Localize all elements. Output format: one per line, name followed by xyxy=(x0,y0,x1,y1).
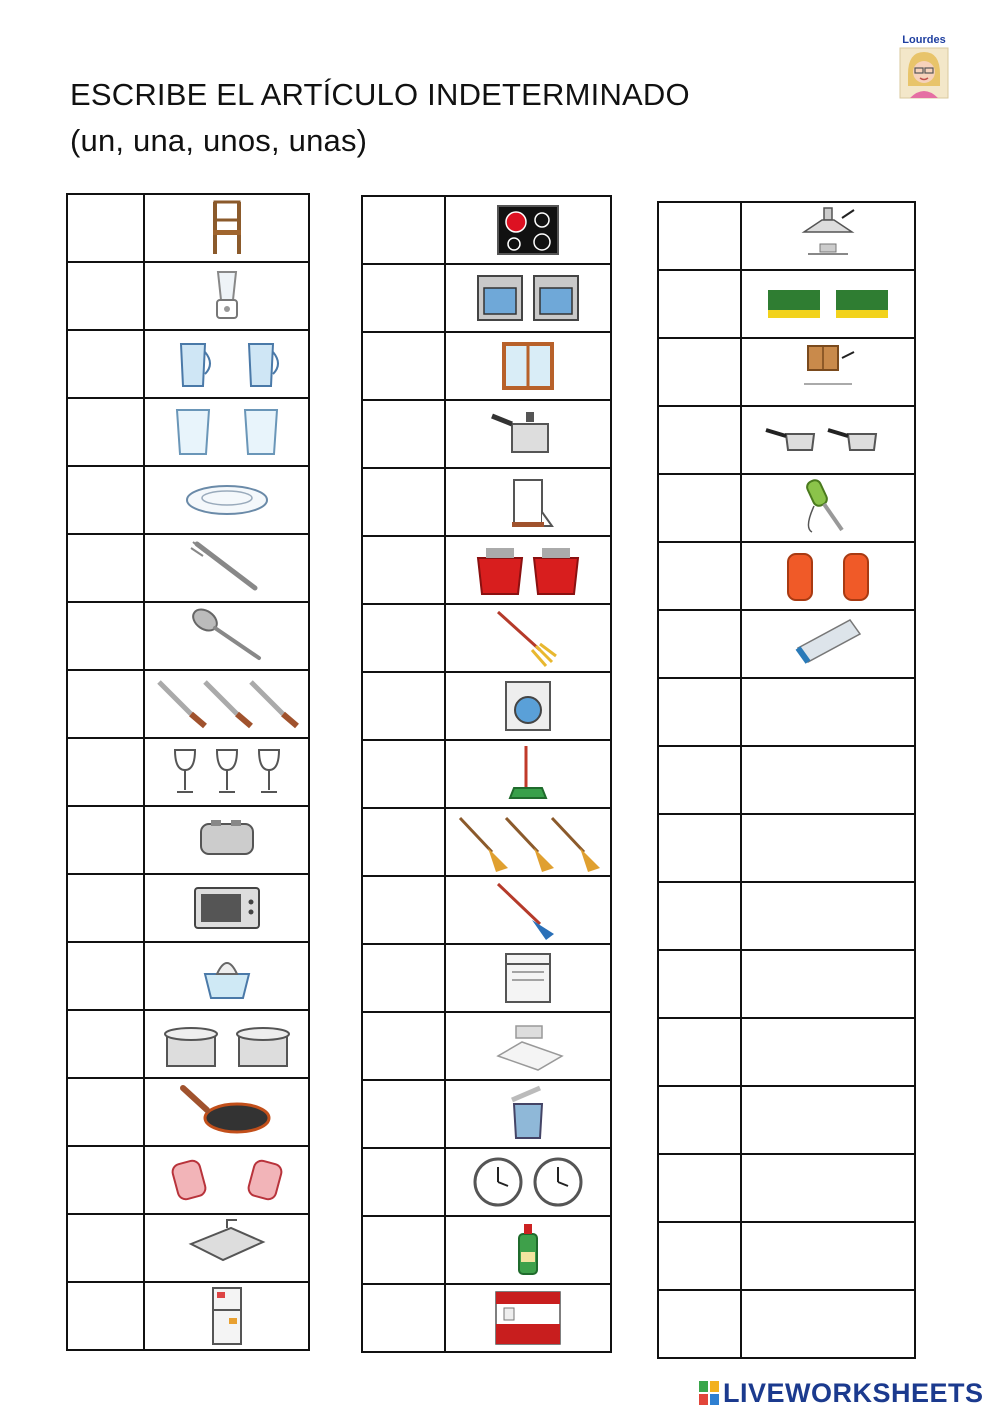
jugs-icon xyxy=(152,333,302,395)
picture-cell xyxy=(445,944,611,1012)
washing-machine-icon xyxy=(453,675,603,737)
answer-cell[interactable] xyxy=(362,1284,445,1352)
dustpan-icon xyxy=(453,743,603,805)
empty-picture-cell xyxy=(741,1086,915,1154)
saucepans-icon xyxy=(753,409,903,471)
table-row xyxy=(67,1010,309,1078)
empty-picture-cell xyxy=(741,882,915,950)
table-row xyxy=(658,542,915,610)
answer-cell[interactable] xyxy=(658,202,741,270)
answer-cell[interactable] xyxy=(362,332,445,400)
table-body xyxy=(658,202,915,1358)
table-row xyxy=(362,672,611,740)
answer-cell[interactable] xyxy=(658,950,741,1018)
gas-bottles-icon xyxy=(753,545,903,607)
picture-cell xyxy=(144,942,309,1010)
table-row xyxy=(658,1222,915,1290)
sponges-icon xyxy=(753,273,903,335)
picture-cell xyxy=(144,1282,309,1350)
table-row xyxy=(362,1284,611,1352)
vocabulary-table-3 xyxy=(657,201,916,1359)
picture-cell xyxy=(445,332,611,400)
fork-icon xyxy=(152,537,302,599)
answer-cell[interactable] xyxy=(658,270,741,338)
picture-cell xyxy=(445,196,611,264)
table-row xyxy=(362,1148,611,1216)
ceramic-hob-icon xyxy=(453,199,603,261)
spoon-icon xyxy=(152,605,302,667)
empty-picture-cell xyxy=(741,678,915,746)
table-row xyxy=(658,1018,915,1086)
blender-icon xyxy=(152,265,302,327)
picture-cell xyxy=(445,740,611,808)
answer-cell[interactable] xyxy=(67,942,144,1010)
picture-cell xyxy=(445,876,611,944)
picture-cell xyxy=(445,1284,611,1352)
picture-cell xyxy=(445,604,611,672)
picture-cell xyxy=(445,468,611,536)
answer-cell[interactable] xyxy=(362,400,445,468)
footer-brand xyxy=(698,1376,984,1410)
table-row xyxy=(362,1216,611,1284)
answer-cell[interactable] xyxy=(658,1154,741,1222)
kitchen-icon xyxy=(453,1287,603,1349)
table-row xyxy=(362,808,611,876)
extractor-hood-icon xyxy=(753,205,903,267)
empty-picture-cell xyxy=(741,1018,915,1086)
table-row xyxy=(658,338,915,406)
picture-cell xyxy=(445,1216,611,1284)
empty-picture-cell xyxy=(741,1222,915,1290)
answer-cell[interactable] xyxy=(67,670,144,738)
ovens-icon xyxy=(453,267,603,329)
picture-cell xyxy=(144,1010,309,1078)
trash-can-icon xyxy=(453,1083,603,1145)
picture-cell xyxy=(144,874,309,942)
table-row xyxy=(67,738,309,806)
table-row xyxy=(67,602,309,670)
answer-cell[interactable] xyxy=(67,466,144,534)
table-row xyxy=(658,610,915,678)
dishwasher-icon xyxy=(453,947,603,1009)
brand-name: LIVEWORKSHEETS xyxy=(723,1377,984,1408)
pressure-cooker-icon xyxy=(453,403,603,465)
empty-picture-cell xyxy=(741,814,915,882)
picture-cell xyxy=(445,808,611,876)
worksheet-title: ESCRIBE EL ARTÍCULO INDETERMINADO xyxy=(70,77,690,112)
answer-cell[interactable] xyxy=(67,398,144,466)
answer-cell[interactable] xyxy=(362,1080,445,1148)
table-row xyxy=(362,740,611,808)
table-row xyxy=(658,950,915,1018)
table-row xyxy=(67,942,309,1010)
table-row xyxy=(658,746,915,814)
table-body xyxy=(67,194,309,1350)
table-row xyxy=(362,468,611,536)
empty-picture-cell xyxy=(741,1290,915,1358)
picture-cell xyxy=(741,474,915,542)
picture-cell xyxy=(741,270,915,338)
picture-cell xyxy=(144,806,309,874)
picture-cell xyxy=(144,466,309,534)
picture-cell xyxy=(741,610,915,678)
answer-cell[interactable] xyxy=(67,330,144,398)
table-row xyxy=(658,270,915,338)
answer-cell[interactable] xyxy=(658,814,741,882)
answer-cell[interactable] xyxy=(658,882,741,950)
table-row xyxy=(658,202,915,270)
picture-cell xyxy=(144,194,309,262)
answer-cell[interactable] xyxy=(658,678,741,746)
picture-cell xyxy=(445,264,611,332)
picture-cell xyxy=(445,1148,611,1216)
answer-cell[interactable] xyxy=(362,672,445,740)
table-row xyxy=(67,330,309,398)
answer-cell[interactable] xyxy=(67,806,144,874)
liveworksheets-logo-icon xyxy=(698,1380,720,1406)
answer-cell[interactable] xyxy=(658,1086,741,1154)
sink-icon xyxy=(152,1217,302,1279)
answer-cell[interactable] xyxy=(362,604,445,672)
table-row xyxy=(362,944,611,1012)
table-row xyxy=(658,1154,915,1222)
table-row xyxy=(67,1282,309,1350)
picture-cell xyxy=(144,398,309,466)
answer-cell[interactable] xyxy=(67,1282,144,1350)
worksheet-subtitle: (un, una, unos, unas) xyxy=(70,123,368,158)
empty-picture-cell xyxy=(741,746,915,814)
vocabulary-table-1 xyxy=(66,193,310,1351)
picture-cell xyxy=(445,1080,611,1148)
picture-cell xyxy=(445,1012,611,1080)
picture-cell xyxy=(144,330,309,398)
frying-pan-icon xyxy=(152,1081,302,1143)
chair-icon xyxy=(152,197,302,259)
answer-cell[interactable] xyxy=(67,602,144,670)
table-row xyxy=(362,332,611,400)
foil-roll-icon xyxy=(753,613,903,675)
table-row xyxy=(67,534,309,602)
soup-plate-icon xyxy=(152,469,302,531)
answer-cell[interactable] xyxy=(658,406,741,474)
answer-cell[interactable] xyxy=(362,196,445,264)
answer-cell[interactable] xyxy=(658,1018,741,1086)
answer-cell[interactable] xyxy=(362,1216,445,1284)
answer-cell[interactable] xyxy=(67,194,144,262)
answer-cell[interactable] xyxy=(362,1148,445,1216)
answer-cell[interactable] xyxy=(362,468,445,536)
clocks-icon xyxy=(453,1151,603,1213)
vocabulary-table-2 xyxy=(361,195,612,1353)
picture-cell xyxy=(144,1214,309,1282)
answer-cell[interactable] xyxy=(362,1012,445,1080)
mop-buckets-icon xyxy=(453,539,603,601)
answer-cell[interactable] xyxy=(362,876,445,944)
table-row xyxy=(67,466,309,534)
table-row xyxy=(658,882,915,950)
table-row xyxy=(67,1214,309,1282)
answer-cell[interactable] xyxy=(658,474,741,542)
dish-soap-icon xyxy=(453,1219,603,1281)
answer-cell[interactable] xyxy=(362,808,445,876)
cupboard-icon xyxy=(753,341,903,403)
table-row xyxy=(658,814,915,882)
juicer-icon xyxy=(152,945,302,1007)
knives-icon xyxy=(152,673,302,735)
oven-mitts-icon xyxy=(152,1149,302,1211)
hand-blender-icon xyxy=(753,477,903,539)
picture-cell xyxy=(445,536,611,604)
microwave-icon xyxy=(152,877,302,939)
table-row xyxy=(658,406,915,474)
wine-glasses-icon xyxy=(152,741,302,803)
picture-cell xyxy=(741,542,915,610)
answer-cell[interactable] xyxy=(67,874,144,942)
mop-icon xyxy=(453,607,603,669)
floor-brush-icon xyxy=(453,879,603,941)
picture-cell xyxy=(144,602,309,670)
paper-towel-icon xyxy=(453,471,603,533)
empty-picture-cell xyxy=(741,1154,915,1222)
toaster-icon xyxy=(152,809,302,871)
table-row xyxy=(362,536,611,604)
table-row xyxy=(658,1086,915,1154)
picture-cell xyxy=(741,338,915,406)
author-avatar xyxy=(896,34,952,100)
picture-cell xyxy=(741,406,915,474)
glasses-icon xyxy=(152,401,302,463)
picture-cell xyxy=(144,262,309,330)
answer-cell[interactable] xyxy=(67,1010,144,1078)
picture-cell xyxy=(144,1146,309,1214)
table-row xyxy=(362,400,611,468)
answer-cell[interactable] xyxy=(658,1222,741,1290)
window-icon xyxy=(453,335,603,397)
answer-cell[interactable] xyxy=(658,1290,741,1358)
answer-cell[interactable] xyxy=(362,264,445,332)
table-row xyxy=(658,1290,915,1358)
picture-cell xyxy=(445,400,611,468)
empty-picture-cell xyxy=(741,950,915,1018)
table-row xyxy=(658,474,915,542)
table-row xyxy=(67,194,309,262)
picture-cell xyxy=(144,738,309,806)
answer-cell[interactable] xyxy=(67,534,144,602)
scouring-pad-icon xyxy=(453,1015,603,1077)
answer-cell[interactable] xyxy=(658,746,741,814)
picture-cell xyxy=(144,670,309,738)
table-row xyxy=(362,196,611,264)
table-row xyxy=(67,262,309,330)
table-row xyxy=(67,398,309,466)
answer-cell[interactable] xyxy=(658,542,741,610)
picture-cell xyxy=(445,672,611,740)
table-row xyxy=(67,670,309,738)
table-row xyxy=(362,876,611,944)
table-row xyxy=(67,806,309,874)
answer-cell[interactable] xyxy=(658,338,741,406)
answer-cell[interactable] xyxy=(67,1214,144,1282)
table-row xyxy=(67,874,309,942)
table-row xyxy=(362,1080,611,1148)
table-row xyxy=(362,1012,611,1080)
answer-cell[interactable] xyxy=(362,536,445,604)
author-name: Lourdes xyxy=(902,34,946,46)
answer-cell[interactable] xyxy=(362,740,445,808)
answer-cell[interactable] xyxy=(67,1146,144,1214)
table-body xyxy=(362,196,611,1352)
answer-cell[interactable] xyxy=(67,738,144,806)
brooms-icon xyxy=(453,811,603,873)
answer-cell[interactable] xyxy=(67,262,144,330)
table-row xyxy=(67,1078,309,1146)
fridge-icon xyxy=(152,1285,302,1347)
table-row xyxy=(362,264,611,332)
picture-cell xyxy=(741,202,915,270)
pots-icon xyxy=(152,1013,302,1075)
answer-cell[interactable] xyxy=(362,944,445,1012)
table-row xyxy=(362,604,611,672)
picture-cell xyxy=(144,1078,309,1146)
answer-cell[interactable] xyxy=(67,1078,144,1146)
picture-cell xyxy=(144,534,309,602)
answer-cell[interactable] xyxy=(658,610,741,678)
table-row xyxy=(67,1146,309,1214)
table-row xyxy=(658,678,915,746)
